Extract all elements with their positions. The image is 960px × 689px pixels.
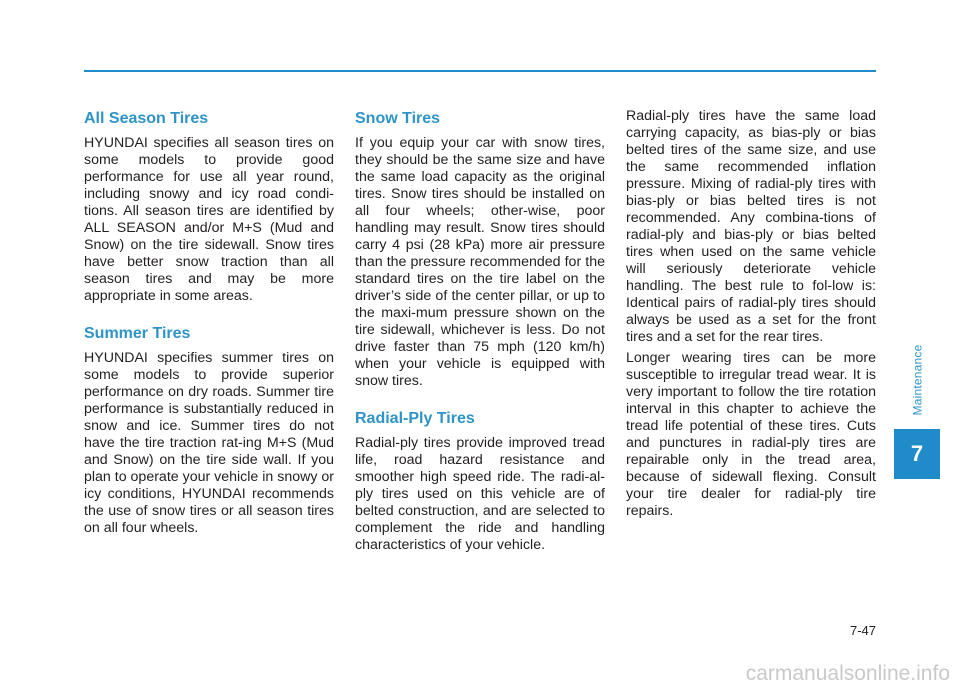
section-all-season (84, 108, 334, 305)
heading-snow: Snow Tires (355, 110, 441, 127)
column-2 (355, 108, 605, 572)
heading-summer: Summer Tires (84, 325, 191, 342)
paragraph-radial-cont-2: Longer wearing tires can be more susceptible to irregular tread wear. It is very important to follow the tire rotation interval in this chapter to achieve the tread life potential of these tires. Cuts and punctures in radial-ply tires are repairable only in the tread area, because of sidewall flexing. Consult your tire dealer for radial-ply tire repairs. (626, 350, 876, 519)
chapter-number: 7 (910, 441, 924, 466)
page-number: 7-47 (849, 623, 876, 638)
section-snow (355, 108, 605, 390)
chapter-label (895, 330, 940, 430)
paragraph-snow: If you equip your car with snow tires, they should be the same size and have the same load capacity as the original tires. Snow tires should be installed on all four wheels; other-wise, poor handling may result. Snow tires should carry 4 psi (28 kPa) more air pressure than the pressure recommended for the standard tires on the tire label on the driver’s side of the center pillar, or up to the maxi-mum pressure shown on the tire sidewall, whichever is less. Do not drive faster than 75 mph (120 km/h) when your vehicle is equipped with snow tires. (355, 135, 605, 389)
watermark: carmanualsonline.info (745, 662, 950, 685)
paragraph-radial-cont-1: Radial-ply tires have the same load carrying capacity, as bias-ply or bias belted tires of the same size, and use the same recommended inflation pressure. Mixing of radial-ply tires with bias-ply or bias belted tires is not recommended. Any combina-tions of radial-ply and bias-ply or bias belted tires when used on the same vehicle will seriously deteriorate vehicle handling. The best rule to fol-low is: Identical pairs of radial-ply tires should always be used as a set for the front tires and a set for the rear tires. (626, 108, 876, 345)
column-1 (84, 108, 334, 555)
heading-radial: Radial-Ply Tires (355, 410, 475, 427)
paragraph-radial: Radial-ply tires provide improved tread life, road hazard resistance and smoother high speed ride. The radi-al-ply tires used on this vehicle are of belted construction, and are selected to complement the ride and handling characteristics of your vehicle. (355, 435, 605, 553)
section-summer (84, 323, 334, 537)
paragraph-all-season: HYUNDAI specifies all season tires on some models to provide good performance for use all year round, including snowy and icy road condi-tions. All season tires are identified by ALL SEASON and/or M+S (Mud and Snow) on the tire sidewall. Snow tires have better snow traction than all season tires and may be more appropriate in some areas. (84, 135, 334, 304)
heading-all-season: All Season Tires (84, 110, 209, 127)
chapter-label-text: Maintenance (910, 344, 925, 416)
paragraph-summer: HYUNDAI specifies summer tires on some models to provide superior performance on dry roads. Summer tire performance is substantially reduced in snow and ice. Summer tires do not have the tire traction rat-ing M+S (Mud and Snow) on the tire side wall. If you plan to operate your vehicle in snowy or icy conditions, HYUNDAI recommends the use of snow tires or all season tires on all four wheels. (84, 350, 334, 536)
chapter-tab (894, 429, 940, 479)
section-radial (355, 408, 605, 554)
header-rule (84, 70, 876, 72)
column-3 (626, 108, 876, 524)
